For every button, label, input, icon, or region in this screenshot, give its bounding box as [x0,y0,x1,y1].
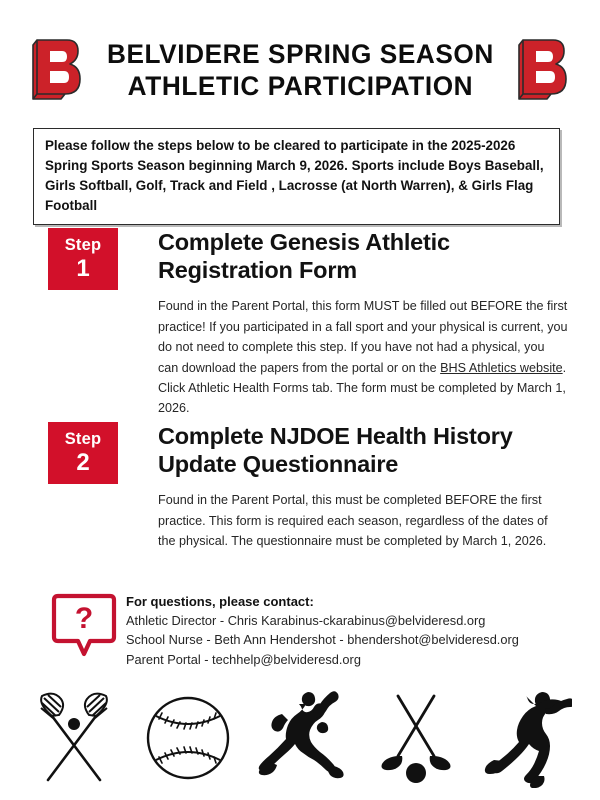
step-1-text-after-link: . Click Athletic Health Forms tab. The form must be completed by March 1, 2026. [158,360,567,416]
step-1-text-before-link: Found in the Parent Portal, this form MUST be filled out BEFORE the first practice! If you participated in a fall sport and your physical is current, you do not need to complete this step. If you have not had a physical, you can download the papers from the portal or on the [158,299,568,375]
runner-icon [484,688,572,788]
softball-pitcher-icon [256,688,348,788]
page-title-line-2: ATHLETIC PARTICIPATION [127,70,473,101]
step-1-paragraph [158,296,568,418]
belvidere-b-logo-right [517,37,569,105]
step-2-body [158,422,568,552]
contact-line-athletic-director: Athletic Director - Chris Karabinus-ckarabinus@belvideresd.org [126,613,486,628]
step-1-heading: Complete Genesis Athletic Registration Form [158,229,450,284]
step-1-badge [48,228,118,290]
contact-section [48,592,568,669]
contact-line-school-nurse: School Nurse - Beth Ann Hendershot - bhendershot@belvideresd.org [126,632,519,648]
golf-clubs-icon [370,688,462,788]
page-title-line-1: BELVIDERE SPRING SEASON [106,39,494,70]
step-1-badge-word: Step [64,236,102,255]
step-1-badge-number: 1 [76,254,90,282]
sports-icons-row [0,683,600,793]
bhs-athletics-website-link[interactable]: BHS Athletics website [440,360,563,375]
title-block [101,39,500,102]
step-1-body [158,228,568,419]
step-2-heading: Complete NJDOE Health History Update Questionnaire [158,423,513,478]
baseball-icon [142,692,234,784]
header [0,28,600,113]
step-2 [48,422,568,552]
contact-line-parent-portal: Parent Portal - techhelp@belvideresd.org [126,651,361,667]
contact-body [126,592,568,669]
contact-title: For questions, please contact: [126,594,314,609]
step-2-badge [48,422,118,484]
svg-text:?: ? [74,602,94,635]
step-2-badge-number: 2 [76,448,90,476]
question-bubble-icon [50,592,118,662]
step-1 [48,228,568,419]
belvidere-b-logo-left [31,37,83,105]
step-2-paragraph: Found in the Parent Portal, this must be completed BEFORE the first practice. This form is required each season, regardless of the dates of the physical. The questionnaire must be completed by March 1, 2026. [158,493,548,549]
intro-text: Please follow the steps below to be cleared to participate in the 2025-2026 Spring Sports Season beginning March 9, 2026. Sports include Boys Baseball, Girls Softball, Golf, Track and Field , Lacrosse (at North Warren), & Girls Flag Football [45,138,544,214]
lacrosse-sticks-icon [28,690,120,786]
intro-box [33,128,560,225]
step-2-badge-word: Step [64,430,102,449]
